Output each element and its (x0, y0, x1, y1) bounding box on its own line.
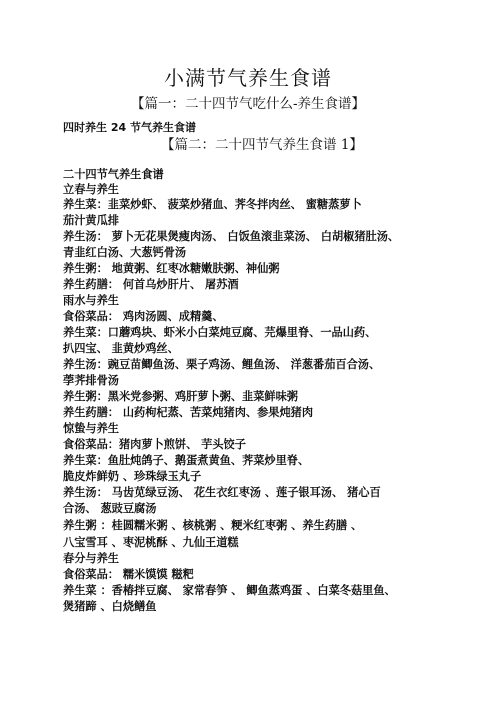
text-line: 茄汁黄瓜排 (63, 214, 119, 227)
text-line: 春分与养生 (63, 552, 119, 565)
text-line: 脆皮炸鲜奶 、珍珠绿玉丸子 (63, 470, 202, 483)
text-line: 养生汤： 萝卜无花果煲瘦肉汤、 白饭鱼滚韭菜汤、 白胡椒猪肚汤、 (63, 230, 400, 243)
text-line: 养生药膳： 何首乌炒肝片、 屠苏酒 (63, 278, 239, 291)
text-line: 养生药膳： 山药枸杞蒸、苦菜炖猪肉、参果炖猪肉 (63, 406, 314, 419)
subtitle-part-one: 【篇一：二十四节气吃什么-养生食谱】 (130, 96, 366, 112)
text-line: 养生菜：口蘑鸡块、虾米小白菜炖豆腐、芫爆里脊、一品山药、 (63, 326, 377, 339)
text-line: 雨水与养生 (63, 294, 119, 307)
document-title: 小满节气养生食谱 (164, 66, 332, 90)
text-line: 食俗菜品：猪肉萝卜煎饼、 芋头饺子 (63, 438, 246, 451)
text-line: 养生汤： 马齿苋绿豆汤、 花生衣红枣汤 、莲子银耳汤、 猪心百 (63, 486, 381, 499)
subtitle-part-two: 【篇二：二十四节气养生食谱 1】 (161, 137, 363, 153)
text-line: 惊蛰与养生 (63, 422, 119, 435)
text-line: 八宝雪耳 、枣泥桃酥 、九仙王道糕 (63, 536, 239, 549)
text-line: 扒四宝、 韭黄炒鸡丝、 (63, 342, 179, 355)
text-line: 养生粥 ：桂圆糯米粥 、核桃粥 、粳米红枣粥 、养生药膳 、 (63, 519, 363, 532)
text-line: 合汤、 葱豉豆腐汤 (63, 502, 157, 515)
text-line: 养生菜 ：香椿拌豆腐、 家常春笋 、 鲫鱼蒸鸡蛋 、白菜冬菇里鱼、 (63, 584, 396, 597)
text-line: 二十四节气养生食谱 (63, 168, 164, 181)
section-heading: 四时养生 24 节气养生食谱 (63, 121, 196, 134)
text-line: 青韭红白汤、大葱钙骨汤 (63, 246, 187, 259)
text-line: 养生菜：鱼肚炖鸽子、鹅蛋煮黄鱼、荠菜炒里脊、 (63, 454, 310, 467)
text-line: 食俗菜品： 鸡肉汤圆、成精羹、 (63, 310, 224, 323)
text-line: 养生粥：黑米党参粥、鸡肝萝卜粥、韭菜鲜味粥 (63, 390, 298, 403)
text-line: 立春与养生 (63, 183, 119, 196)
text-line: 养生菜：韭菜炒虾、 菠菜炒猪血、荠冬拌肉丝、 蜜糖蒸萝卜 (63, 198, 362, 211)
text-line: 养生汤：豌豆苗鲫鱼汤、栗子鸡汤、鲤鱼汤、 洋葱番茄百合汤、 (63, 358, 381, 371)
text-line: 荸荠排骨汤 (63, 374, 119, 387)
text-line: 煲猪蹄 、白烧鳝鱼 (63, 600, 157, 613)
text-line: 养生粥： 地黄粥、红枣冰糖嫩肤粥、神仙粥 (63, 262, 280, 275)
text-line: 食俗菜品： 糯米馍馍 糍粑 (63, 568, 194, 581)
